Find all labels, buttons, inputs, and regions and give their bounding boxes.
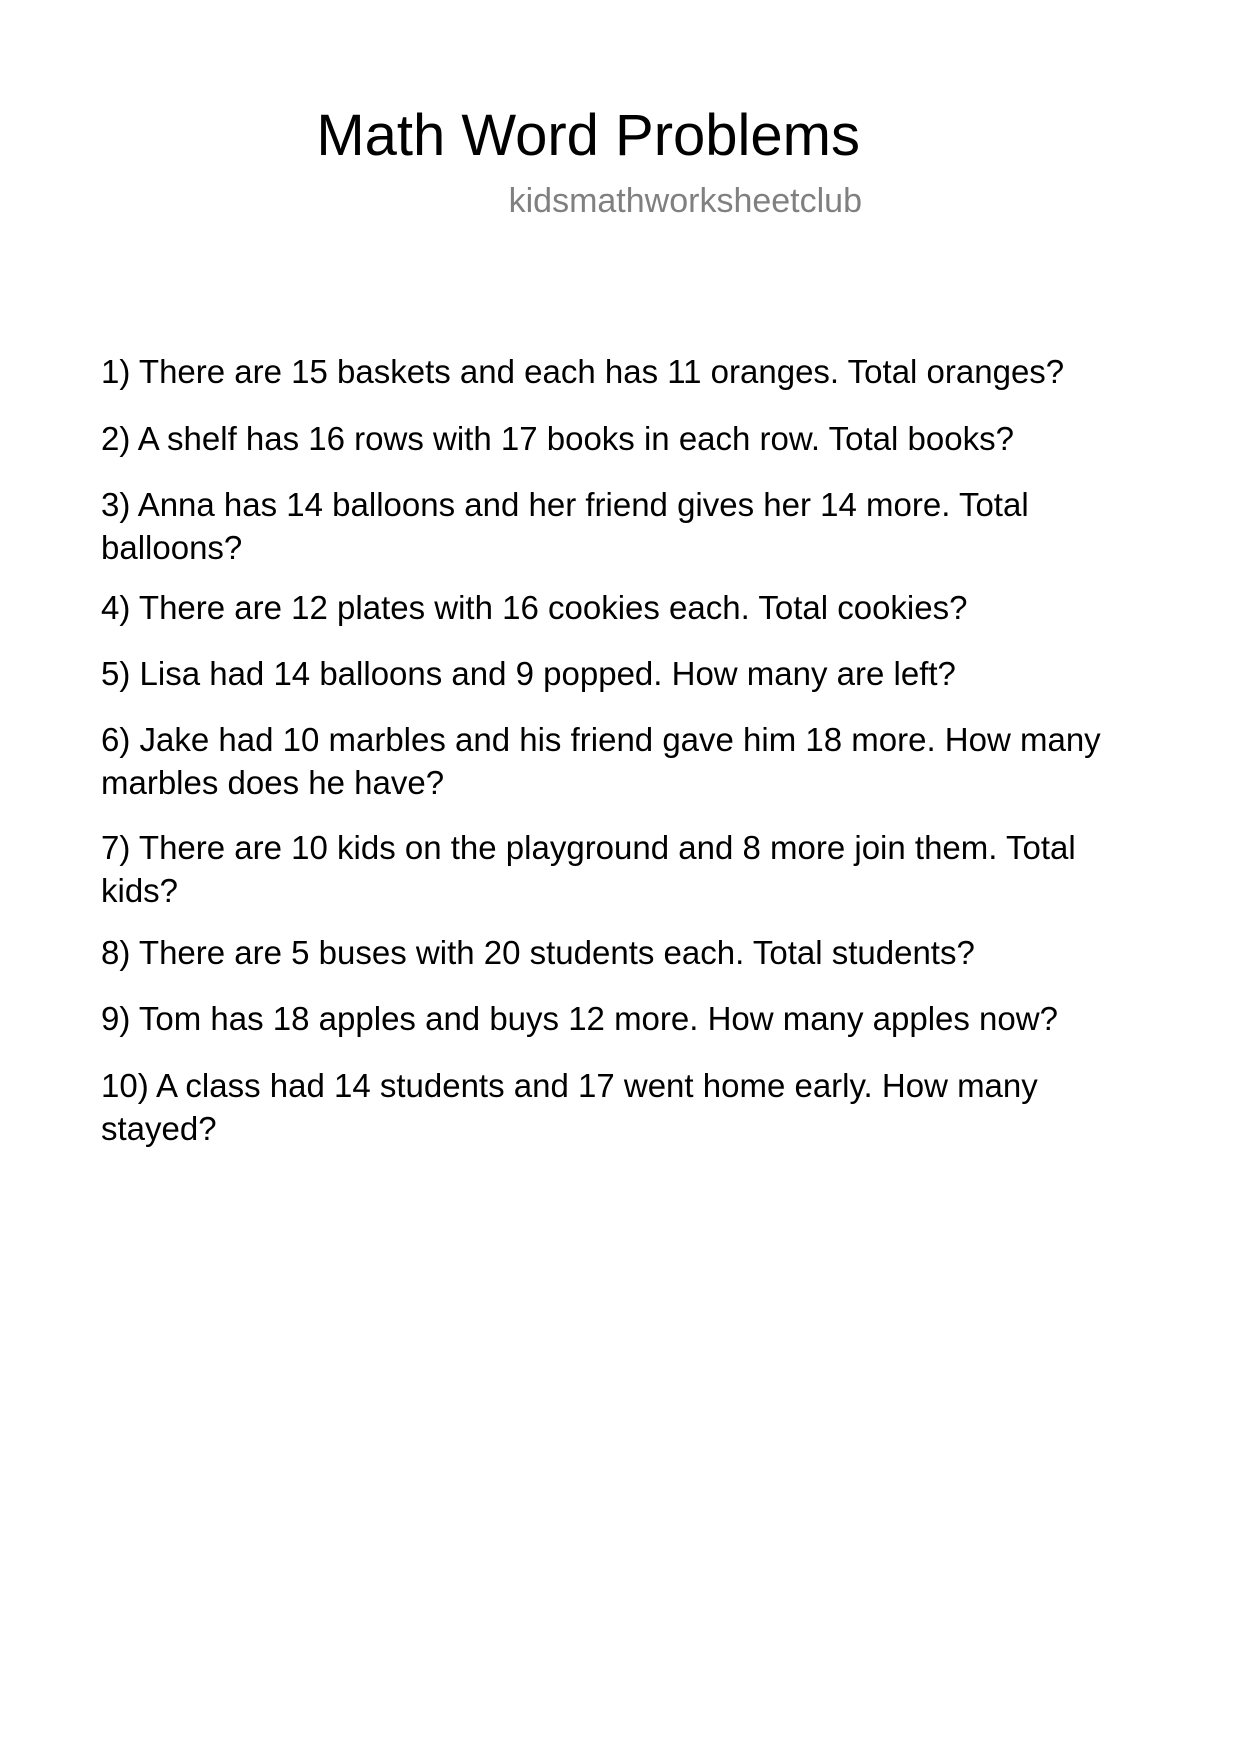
site-credit: kidsmathworksheetclub (508, 182, 862, 220)
problem-item-8: 8) There are 5 buses with 20 students each. Total students? (101, 934, 975, 971)
problem-item-6: 6) Jake had 10 marbles and his friend gave him 18 more. How many marbles does he have? (101, 721, 1101, 801)
problem-item-7: 7) There are 10 kids on the playground and 8 more join them. Total kids? (101, 829, 1076, 909)
problem-item-2: 2) A shelf has 16 rows with 17 books in each row. Total books? (101, 420, 1014, 457)
problem-item-1: 1) There are 15 baskets and each has 11 oranges. Total oranges? (101, 353, 1065, 390)
problem-item-4: 4) There are 12 plates with 16 cookies each. Total cookies? (101, 589, 968, 626)
problem-item-10: 10) A class had 14 students and 17 went home early. How many stayed? (101, 1067, 1038, 1147)
page-title: Math Word Problems (316, 103, 860, 168)
problem-item-3: 3) Anna has 14 balloons and her friend gives her 14 more. Total balloons? (101, 486, 1029, 566)
problem-item-5: 5) Lisa had 14 balloons and 9 popped. How many are left? (101, 655, 956, 692)
problem-item-9: 9) Tom has 18 apples and buys 12 more. How many apples now? (101, 1000, 1058, 1037)
